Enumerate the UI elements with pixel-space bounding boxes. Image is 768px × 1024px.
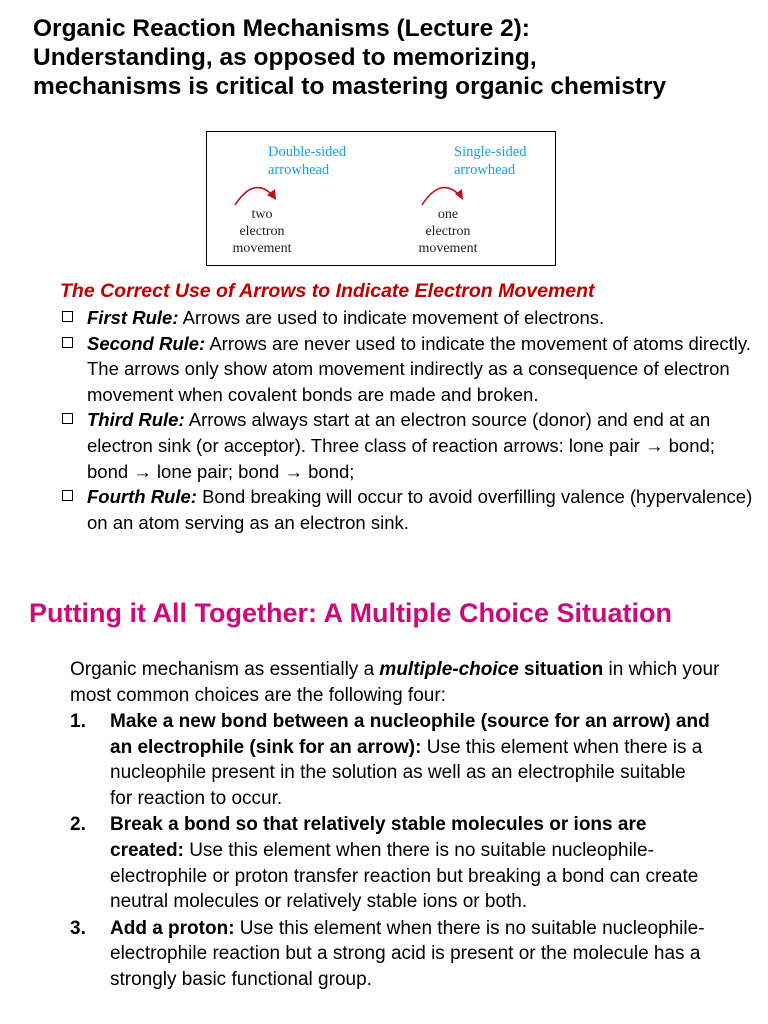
- title-line-1: Organic Reaction Mechanisms (Lecture 2):: [33, 15, 530, 42]
- title-line-2: Understanding, as opposed to memorizing,: [33, 44, 537, 71]
- choice-lead: Add a proton:: [110, 917, 235, 939]
- checkbox-bullet-icon: [62, 490, 73, 501]
- rules-list: [60, 305, 760, 535]
- section-intro: Organic mechanism as essentially a multiple-choice situation in which your most common choices are the following four:: [70, 659, 720, 706]
- multiple-choice-emphasis: multiple-choice: [379, 659, 519, 680]
- choice-text: Use this element when there is no suitable nucleophile-electrophile reaction but a strong acid is present or the molecule has a strongly basic functional group.: [110, 917, 705, 990]
- rule-name: First Rule:: [87, 307, 179, 328]
- choice-lead: Break a bond so that relatively stable molecules or ions are created:: [110, 814, 647, 861]
- single-sided-caption: Single-sided arrowhead: [454, 144, 527, 178]
- checkbox-bullet-icon: [62, 311, 73, 322]
- one-electron-label: one electron movement: [418, 207, 478, 256]
- choice-text: Use this element when there is no suitable nucleophile-electrophile or proton transfer reaction but breaking a bond can create neutral molecules or relatively stable ions or both.: [110, 839, 699, 913]
- choice-lead: Make a new bond between a nucleophile (source for an arrow) and an electrophile (sink for an arrow):: [110, 711, 710, 758]
- choice-text: Use this element when there is a nucleophile present in the solution as well as an electrophile suitable for reaction to occur.: [110, 736, 703, 809]
- rule-text: Arrows always start at an electron source (donor) and end at an electron sink (or acceptor). Three class of reaction arrows: lone pair → bond; bond → lone pair; bond → bond;: [87, 409, 715, 482]
- rule-item: [60, 484, 760, 535]
- rule-name: Second Rule:: [87, 332, 206, 354]
- title-line-3: mechanisms is critical to mastering organic chemistry: [33, 73, 667, 100]
- two-electron-label: two electron movement: [232, 207, 292, 256]
- rule-item: [60, 305, 760, 331]
- rule-item: [60, 407, 760, 484]
- arrow-types-figure: [206, 131, 556, 266]
- double-sided-arrow-icon: [231, 178, 283, 208]
- checkbox-bullet-icon: [62, 337, 73, 348]
- double-sided-caption: Double-sided arrowhead: [268, 144, 347, 178]
- checkbox-bullet-icon: [62, 413, 73, 424]
- list-item: [70, 916, 710, 993]
- rule-text: Bond breaking will occur to avoid overfilling valence (hypervalence) on an atom serving as an electron sink.: [87, 486, 753, 533]
- choice-number: 2.: [70, 814, 86, 836]
- rule-name: Fourth Rule:: [87, 486, 197, 508]
- section-title: Putting it All Together: A Multiple Choice Situation: [29, 598, 672, 628]
- slide-title: [33, 14, 758, 101]
- list-item: [70, 812, 710, 914]
- rules-heading: The Correct Use of Arrows to Indicate Electron Movement: [60, 280, 595, 302]
- rule-text: Arrows are never used to indicate the movement of atoms directly. The arrows only show atom movement indirectly as a consequence of electron movement when covalent bonds are made and broken.: [87, 332, 751, 405]
- choice-number: 1.: [70, 711, 86, 732]
- list-item: [70, 709, 710, 811]
- rule-item: [60, 331, 760, 408]
- choice-number: 3.: [70, 917, 86, 939]
- rule-name: Third Rule:: [87, 409, 185, 431]
- choices-list: [70, 709, 710, 994]
- rule-text: Arrows are used to indicate movement of electrons.: [178, 307, 605, 328]
- single-sided-arrow-icon: [418, 178, 470, 208]
